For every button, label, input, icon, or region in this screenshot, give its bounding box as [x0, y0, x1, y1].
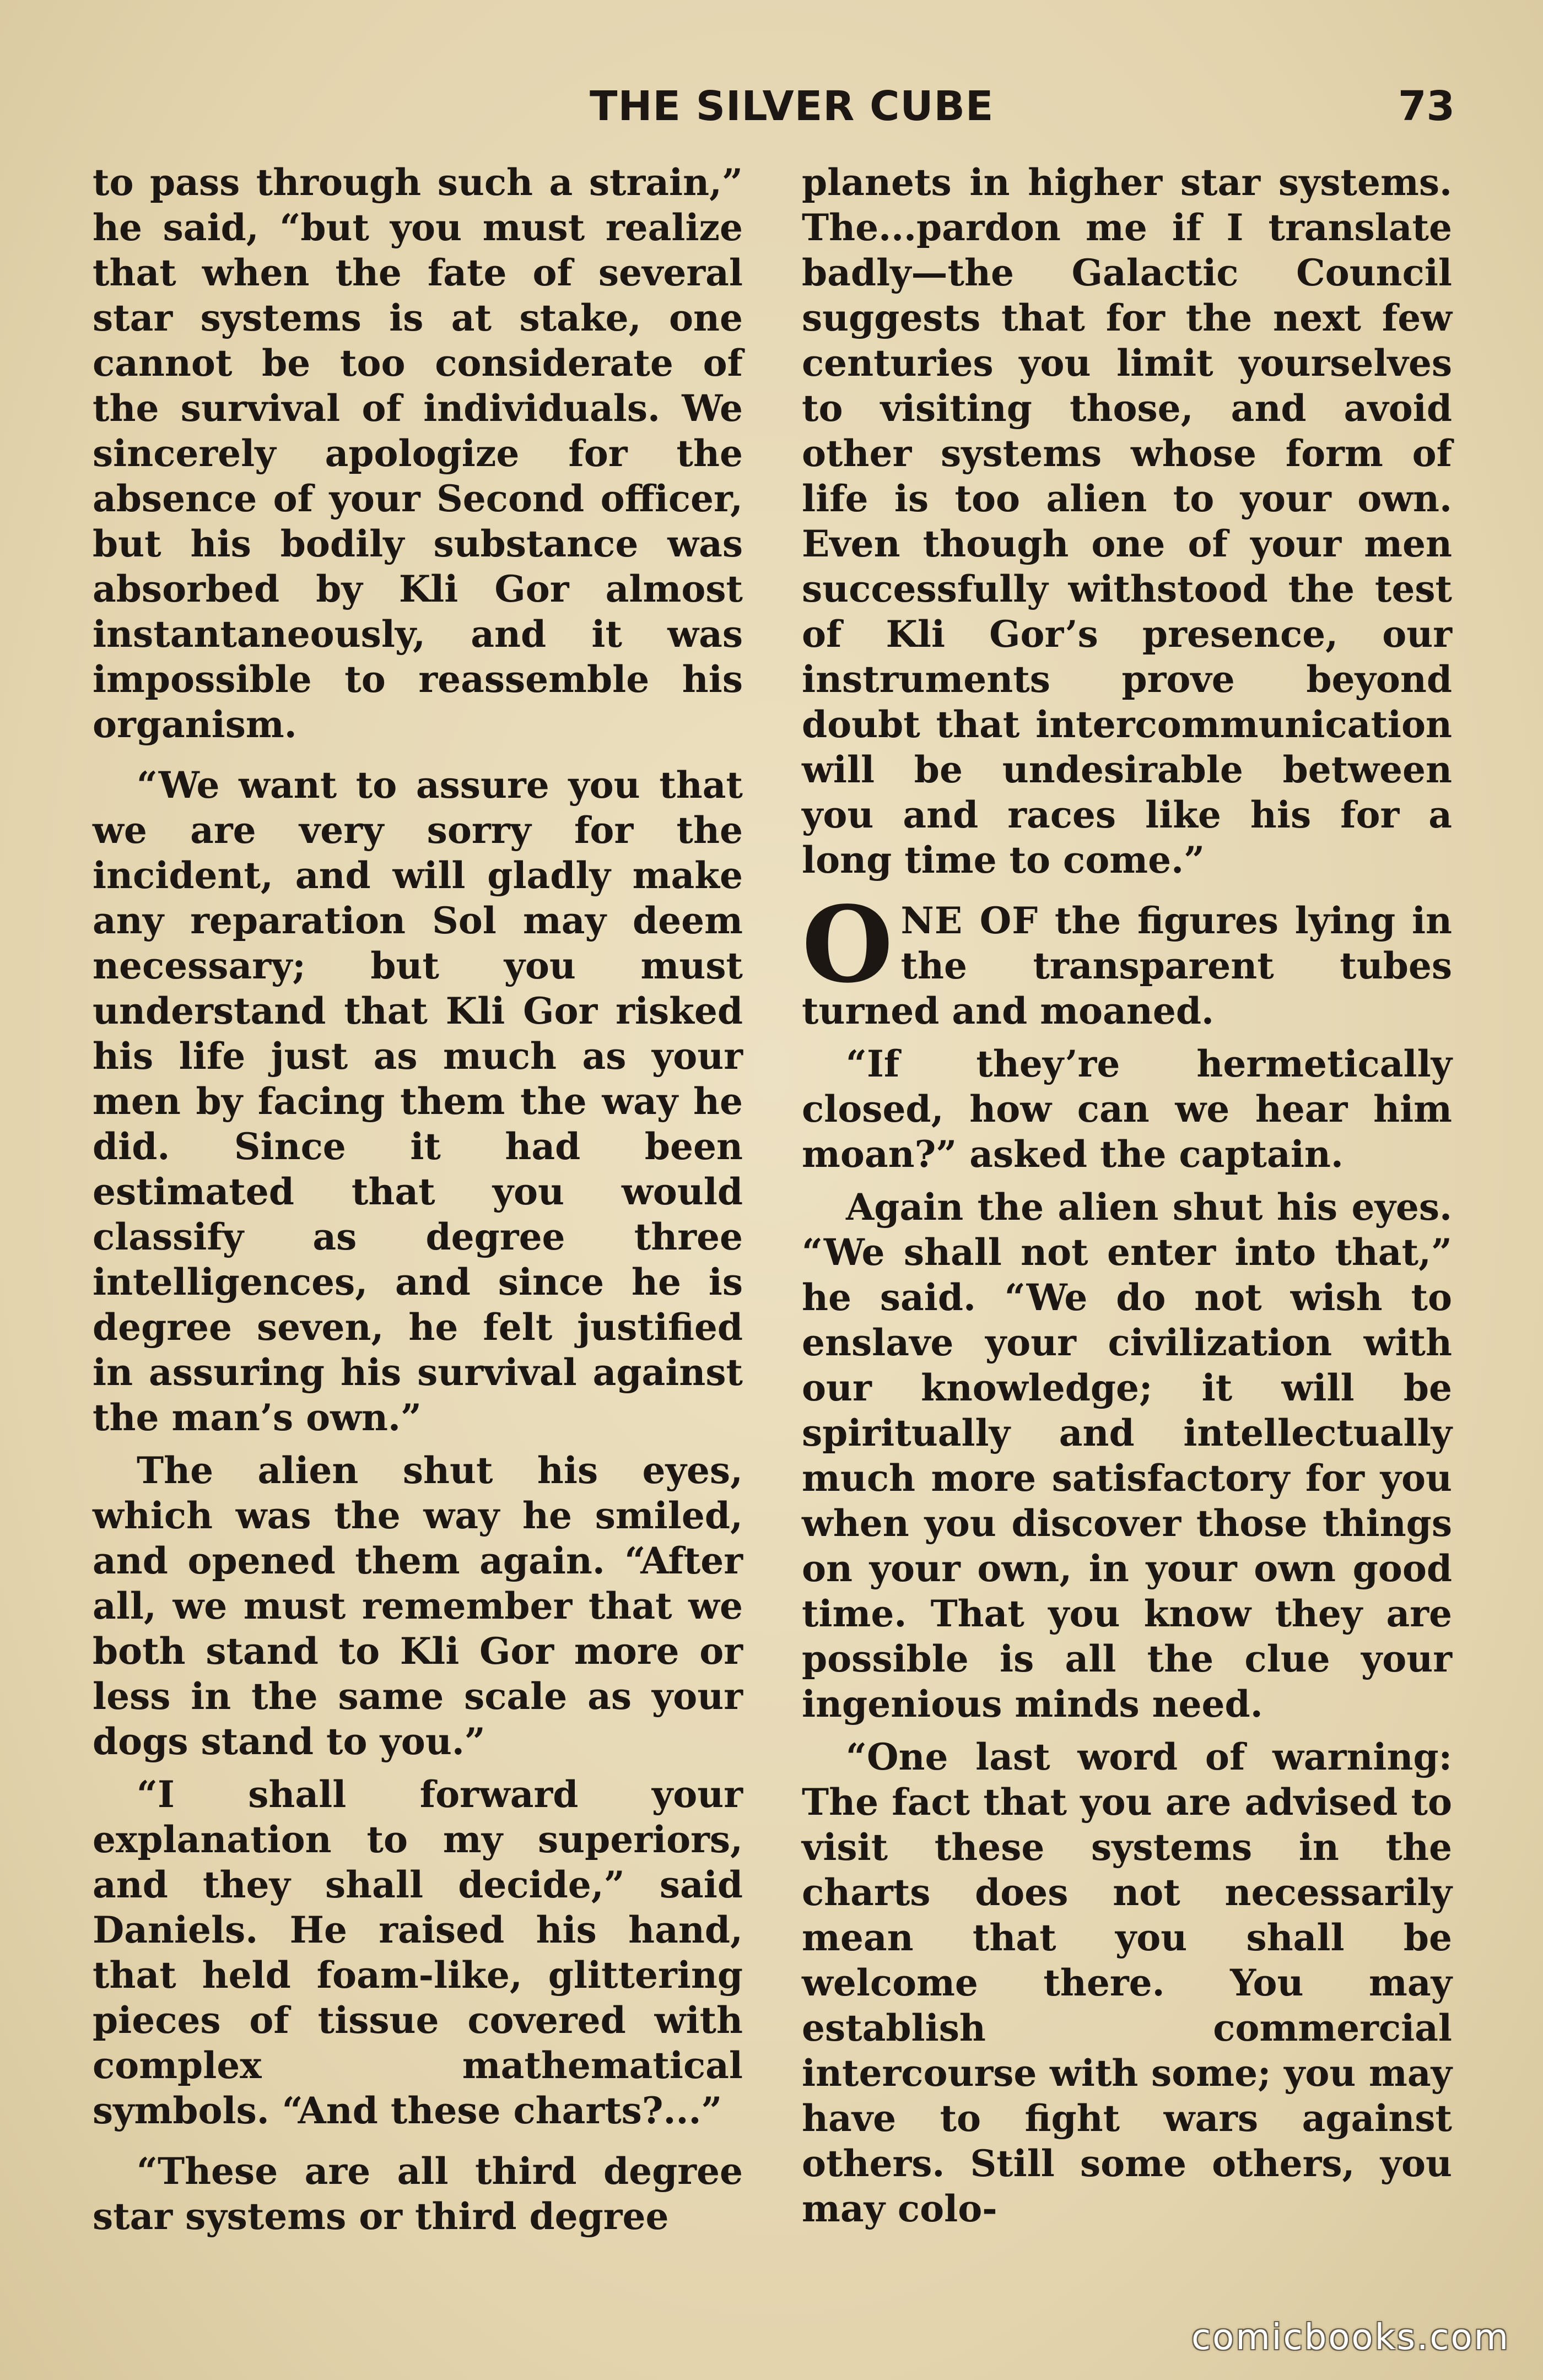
paragraph: “If they’re hermetically closed, how can we hear him moan?” asked the captain.: [802, 1042, 1452, 1176]
section-opening-paragraph: [802, 883, 1452, 1034]
paragraph: Again the alien shut his eyes. “We shall not enter into that,” he said. “We do not wish to enslave your civilization with our knowledge; it will be spiritually and intellectually much more satisfactory for you when you discover those things on your own, in your own good time. That you know they are possible is all the clue your ingenious minds need.: [802, 1186, 1452, 1726]
paragraph: planets in higher star systems. The...pardon me if I translate badly—the Galactic Council suggests that for the next few centuries you limit yourselves to visiting those, and avoid other systems whose form of life is too alien to your own. Even though one of your men successfully withstood the test of Kli Gor’s presence, our instruments prove beyond doubt that intercommunication will be undesirable between you and races like his for a long time to come.”: [802, 161, 1452, 881]
drop-cap: O: [802, 883, 893, 1006]
paragraph: “One last word of warning: The fact that you are advised to visit these systems in the charts does not necessarily mean that you shall be welcome there. You may establish commercial intercourse with some; you may have to fight wars against others. Still some others, you may colo-: [802, 1735, 1452, 2230]
paragraph: “We want to assure you that we are very sorry for the incident, and will gladly make any reparation Sol may deem necessary; but you must understand that Kli Gor risked his life just as much as your men by facing them the way he did. Since it had been estimated that you would classify as degree three intelligences, and since he is degree seven, he felt justified in assuring his survival against the man’s own.”: [93, 764, 743, 1439]
paragraph-text: the figures lying in the transparent tubes turned and moaned.: [802, 899, 1452, 1032]
lead-in-caps: NE OF: [900, 899, 1039, 942]
page-header: [0, 83, 1543, 143]
left-column: [93, 160, 743, 2239]
paragraph: to pass through such a strain,” he said, “but you must realize that when the fate of several star systems is at stake, one cannot be too considerate of the survival of individuals. We sincerely apologize for the absence of your Second officer, but his bodily substance was absorbed by Kli Gor almost instantaneously, and it was impossible to reassemble his organism.: [93, 161, 743, 746]
right-column: [802, 160, 1452, 2231]
page-number: 73: [1398, 83, 1455, 130]
paragraph: The alien shut his eyes, which was the way he smiled, and opened them again. “After all, we must remember that we both stand to Kli Gor more or less in the same scale as your dogs stand to you.”: [93, 1449, 743, 1763]
running-head: THE SILVER CUBE: [590, 83, 994, 130]
paragraph: “I shall forward your explanation to my superiors, and they shall decide,” said Daniels. He raised his hand, that held foam-like, glittering pieces of tissue covered with complex mathematical symbols. “And these charts?...”: [93, 1773, 743, 2132]
watermark: comicbooks.com: [1191, 2317, 1510, 2358]
paragraph: “These are all third degree star systems or third degree: [93, 2150, 743, 2238]
